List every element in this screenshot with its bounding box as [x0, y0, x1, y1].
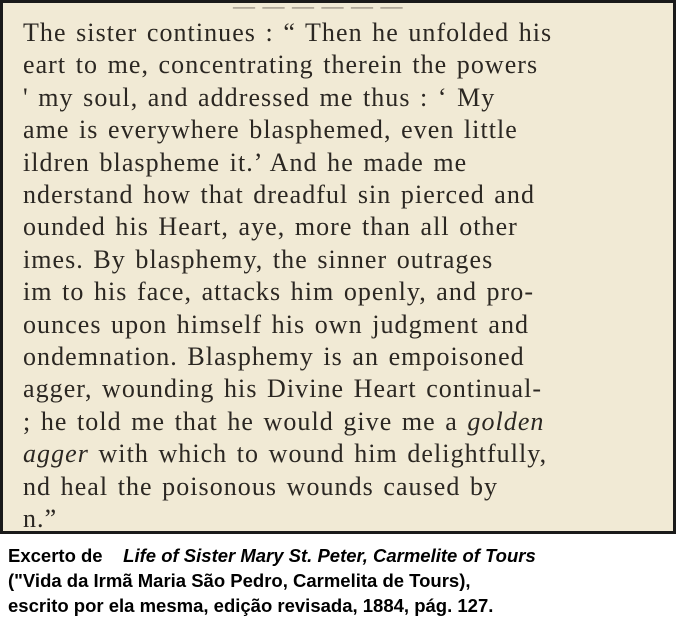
text-segment: nd heal the poisonous wounds caused by [23, 471, 499, 501]
image-caption [8, 543, 536, 618]
text-segment: agger, wounding his Divine Heart continual- [23, 374, 543, 404]
text-segment: ; he told me that he would give me a [23, 406, 468, 436]
text-segment: ame is everywhere blasphemed, even little [23, 115, 518, 145]
excerpt-line [23, 82, 552, 114]
excerpt-line [23, 471, 552, 503]
excerpt-line [23, 179, 552, 211]
excerpt-line [23, 147, 552, 179]
caption-line-1 [8, 543, 536, 568]
excerpt-line [23, 114, 552, 146]
caption-book-title: Life of Sister Mary St. Peter, Carmelite of Tours [123, 545, 536, 566]
excerpt-line [23, 17, 552, 49]
text-segment: eart to me, concentrating therein the powers [23, 50, 539, 80]
excerpt-line [23, 341, 552, 373]
text-segment: ' my soul, and addressed me thus : ‘ My [23, 82, 496, 112]
excerpt-line [23, 406, 552, 438]
cut-off-previous-line: — — — — — — [233, 0, 404, 18]
text-segment: nderstand how that dreadful sin pierced and [23, 180, 535, 210]
text-segment: n.” [23, 504, 58, 534]
excerpt-line [23, 244, 552, 276]
excerpt-line [23, 373, 552, 405]
caption-line-3: escrito por ela mesma, edição revisada, 1884, pág. 127. [8, 595, 494, 616]
text-segment: with which to wound him delightfully, [88, 439, 548, 469]
text-segment: ounces upon himself his own judgment and [23, 309, 530, 339]
excerpt-line [23, 49, 552, 81]
text-segment: im to his face, attacks him openly, and pro- [23, 277, 535, 307]
excerpt-line [23, 503, 552, 534]
caption-prefix: Excerto de [8, 545, 103, 566]
caption-line-2: ("Vida da Irmã Maria São Pedro, Carmelita de Tours), [8, 570, 471, 591]
text-segment: ondemnation. Blasphemy is an empoisoned [23, 342, 525, 372]
text-segment: imes. By blasphemy, the sinner outrages [23, 244, 494, 274]
italic-text-segment: agger [23, 439, 89, 469]
excerpt-line [23, 309, 552, 341]
excerpt-text-block [23, 17, 552, 534]
italic-text-segment: golden [467, 406, 545, 436]
excerpt-line [23, 276, 552, 308]
text-segment: The sister continues : “ Then he unfolded his [23, 18, 553, 47]
text-segment: ounded his Heart, aye, more than all other [23, 212, 518, 242]
text-segment: ildren blaspheme it.’ And he made me [23, 147, 468, 177]
excerpt-line [23, 211, 552, 243]
excerpt-line [23, 438, 552, 470]
